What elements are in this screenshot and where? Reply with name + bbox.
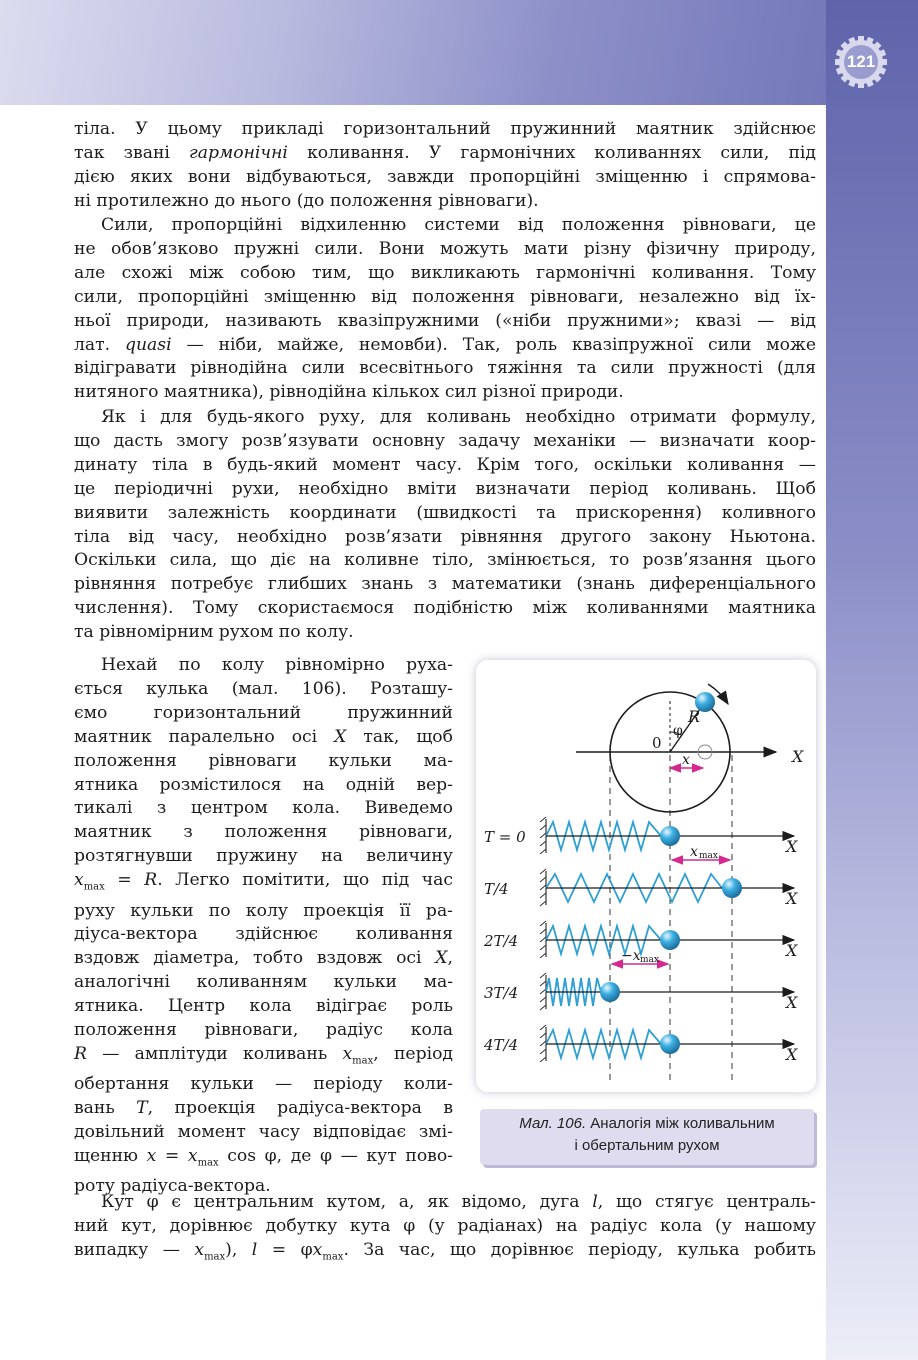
xmax-label: x: [690, 844, 698, 860]
paragraph-2: [74, 214, 816, 405]
text-line: що дасть змогу розв’язувати основну задачу механіки — визначати коор-: [74, 430, 816, 451]
neg-xmax-sub: max: [640, 955, 659, 965]
text-line: та рівномірним рухом по колу.: [74, 622, 354, 643]
text-line: Кут φ є центральним кутом, а, як відомо, дуга l, що стягує централь-: [101, 1192, 816, 1212]
emphasis: quasi: [124, 334, 172, 355]
dashed-guides: [610, 755, 732, 1080]
text-line: не обов’язково пружні сили. Вони можуть мати різну фізичну природу,: [74, 238, 816, 259]
caption-line-2: і обертальним рухом: [574, 1137, 720, 1154]
row-label: T/4: [484, 880, 509, 898]
xmax-sub: max: [699, 851, 718, 861]
text-line: щенню $x = x_{max}$ cos φ, де φ — кут пово-: [74, 1146, 453, 1169]
text-line: вздовж діаметра, тобто вздовж осі X,: [74, 948, 453, 969]
text-line: маятник паралельно осі X так, щоб: [74, 726, 453, 747]
page-number: 121: [846, 52, 876, 71]
text-line: динату тіла в будь-який момент часу. Крім того, оскільки коливання —: [74, 454, 816, 475]
row-axis-label: X: [786, 941, 798, 960]
text-line: лат. quasi — ніби, майже, немовби). Так, роль квазіпружної сили може: [74, 334, 816, 355]
text-line: ятника. Центр кола відіграє роль: [74, 996, 453, 1017]
row-t0: [484, 817, 798, 861]
neg-xmax-label: −x: [621, 948, 641, 964]
text-line: аналогічні коливанням кульки ма-: [74, 972, 453, 993]
text-line: ятника розмістилося на одній вер-: [74, 774, 453, 795]
text-line: Оскільки сила, що діє на коливне тіло, змінюється, то розв’язання цього: [74, 550, 816, 571]
row-label: 2T/4: [484, 932, 519, 950]
figure-caption: [480, 1109, 814, 1165]
text-line: дією яких вони відбуваються, завжди пропорційні зміщенню і спрямова-: [74, 166, 816, 187]
text-line: R — амплітуди коливань $x_{max}$, період: [74, 1043, 454, 1067]
text-line: але схожі між собою тим, що викликають гармонічні коливання. Тому: [74, 262, 816, 283]
text-line: нитяного маятника), рівнодійна кількох сил різної природи.: [74, 382, 624, 403]
paragraph-3: [74, 406, 816, 645]
row-label: 4T/4: [484, 1036, 519, 1054]
text-line: маятник з положення рівноваги,: [74, 822, 453, 843]
row-axis-label: X: [786, 993, 798, 1012]
circle-axis-label: X: [792, 747, 804, 766]
row-axis-label: X: [786, 889, 798, 908]
row-t2: [483, 921, 798, 965]
origin-label: 0: [652, 734, 662, 752]
text-line: тикалі з центром кола. Виведемо: [74, 798, 453, 819]
text-line: обертання кульки — періоду коли-: [74, 1074, 453, 1095]
text-line: ний кут, дорівнює добутку кута φ (у радіанах) на радіус кола (у нашому: [74, 1215, 816, 1236]
text-line: сили, пропорційні зміщенню від положення рівноваги, незалежно від їх-: [74, 286, 816, 307]
text-line: положення рівноваги кульки ма-: [74, 750, 453, 771]
paragraph-1: [74, 118, 816, 214]
text-line: Сили, пропорційні відхиленню системи від положення рівноваги, це: [101, 215, 816, 235]
figure-diagram: [476, 660, 816, 1092]
text-line: роту радіуса-вектора.: [74, 1176, 271, 1197]
text-line: $x_{max} = R$. Легко помітити, що під час: [74, 870, 453, 893]
text-line: тіла. У цьому прикладі горизонтальний пружинний маятник здійснює: [74, 119, 816, 139]
caption-line-1: Мал. 106. Аналогія між коливальним: [519, 1115, 775, 1132]
text-line: вань T, проекція радіуса-вектора в: [74, 1098, 453, 1119]
row-t1: [484, 869, 798, 908]
text-line: ні протилежно до нього (до положення рівноваги).: [74, 190, 539, 211]
side-background: [826, 0, 918, 1360]
row-label: 3T/4: [484, 984, 519, 1002]
paragraph-4: [74, 654, 453, 1199]
emphasis: гармонічні: [189, 142, 288, 163]
text-line: довільний момент часу відповідає змі-: [74, 1122, 453, 1143]
row-axis-label: X: [786, 837, 798, 856]
text-line: положення рівноваги, радіус кола: [74, 1020, 453, 1041]
text-line: рівняння потребує глибших знань з математики (знань диференціального: [74, 574, 816, 595]
paragraph-5: [74, 1191, 816, 1269]
caption-label: Мал. 106.: [519, 1115, 587, 1132]
figure-106: [476, 660, 816, 1092]
row-axis-label: X: [786, 1045, 798, 1064]
header-background: [0, 0, 918, 105]
x-label: x: [682, 752, 690, 768]
text-line: розтягнувши пружину на величину: [74, 846, 453, 867]
row-t4: [483, 1025, 798, 1064]
text-line: ється кулька (мал. 106). Розташу-: [74, 678, 453, 699]
text-line: діуса-вектора здійснює коливання: [74, 924, 453, 945]
text-line: так звані гармонічні коливання. У гармонічних коливаннях сили, під: [74, 142, 816, 163]
row-t3: [484, 973, 798, 1012]
text-line: виявити залежність координати (швидкості та прискорення) коливного: [74, 502, 816, 523]
text-line: числення). Тому скористаємося подібністю між коливаннями маятника: [74, 598, 816, 619]
text-line: тіла від часу, необхідно розв’язати рівняння другого закону Ньютона.: [74, 526, 816, 547]
phi-label: φ: [673, 723, 683, 739]
text-line: ньої природи, називають квазіпружними («ніби пружними»; квазі — від: [74, 310, 816, 331]
text-line: це періодичні рухи, необхідно вміти визначати період коливань. Щоб: [74, 478, 816, 499]
text-line: випадку — $x_{max}$), $l = \varphi x_{max}$. За час, що дорівнює періоду, кулька робить: [74, 1239, 816, 1263]
row-label: T = 0: [484, 828, 526, 846]
text-line: Як і для будь-якого руху, для коливань необхідно отримати формулу,: [101, 407, 816, 427]
text-line: руху кульки по колу проекція її ра-: [74, 900, 453, 921]
text-line: відігравати рівнодійна сили всесвітнього тяжіння та сили пружності (для: [74, 358, 816, 379]
radius-label: R: [688, 707, 701, 726]
text-line: ємо горизонтальний пружинний: [74, 702, 453, 723]
text-line: Нехай по колу рівномірно руха-: [101, 655, 453, 675]
